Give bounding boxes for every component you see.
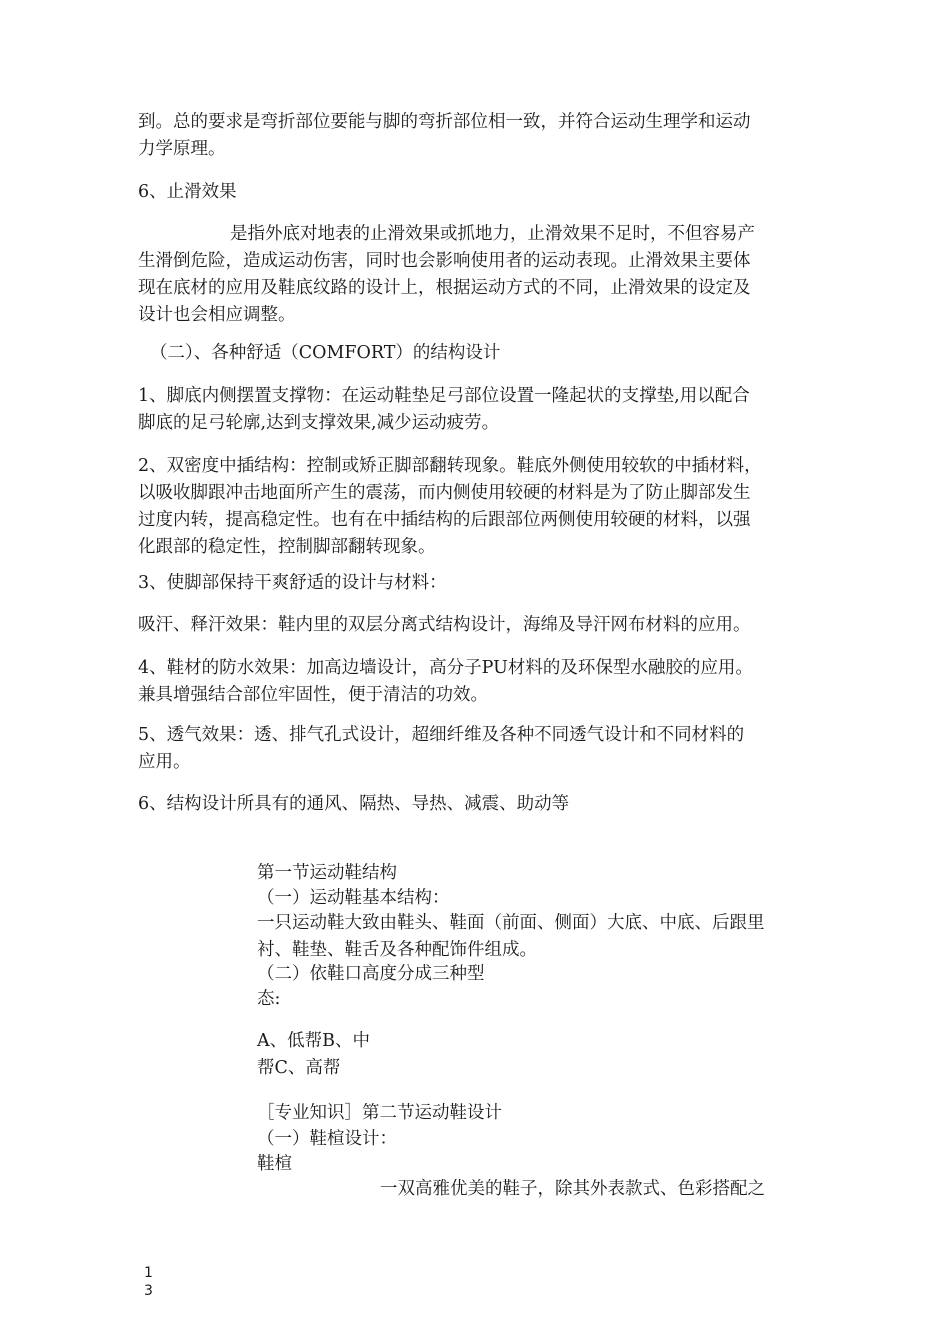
antislip-paragraph (138, 221, 818, 329)
intro-line-2: 力学原理。 (138, 139, 226, 159)
page-number-digit-1: 1 (144, 1265, 153, 1281)
antislip-line-1: 是指外底对地表的止滑效果或抓地力，止滑效果不足时，不但容易产 (230, 224, 755, 244)
section1-title: 第一节运动鞋结构 (257, 863, 397, 883)
section2-term: 鞋楦 (257, 1154, 292, 1174)
item-5-line-2: 应用。 (138, 752, 191, 772)
item-5-line-1: 5、透气效果：透、排气孔式设计，超细纤维及各种不同透气设计和不同材料的 (138, 725, 745, 745)
page-number-digit-2: 3 (144, 1283, 153, 1299)
heading-antislip: 6、止滑效果 (138, 182, 237, 202)
item-4-line-1: 4、鞋材的防水效果：加高边墙设计，高分子PU材料的及环保型水融胶的应用。 (138, 658, 753, 678)
section1-body (257, 910, 822, 964)
section2-body: 一双高雅优美的鞋子，除其外表款式、色彩搭配之 (380, 1179, 765, 1199)
item-4-line-2: 兼具增强结合部位牢固性，便于清洁的功效。 (138, 685, 488, 705)
item-2-line-1: 2、双密度中插结构：控制或矫正脚部翻转现象。鞋底外侧使用较软的中插材料， (138, 456, 762, 476)
intro-paragraph (138, 109, 818, 163)
antislip-line-2: 生滑倒危险，造成运动伤害，同时也会影响使用者的运动表现。止滑效果主要体 (138, 251, 751, 271)
section1-sub2: （二）依鞋口高度分成三种型 (257, 964, 485, 984)
antislip-line-3: 现在底材的应用及鞋底纹路的设计上，根据运动方式的不同，止滑效果的设定及 (138, 278, 751, 298)
item-4 (138, 655, 818, 709)
types-line-2: 帮C、高帮 (257, 1058, 341, 1078)
item-2-line-4: 化跟部的稳定性，控制脚部翻转现象。 (138, 537, 436, 557)
section2-title: ［专业知识］第二节运动鞋设计 (257, 1103, 502, 1123)
section1-body-line-2: 衬、鞋垫、鞋舌及各种配饰件组成。 (257, 940, 537, 960)
section1-sub2-cont: 态: (257, 989, 281, 1009)
heading-comfort: （二）、各种舒适（COMFORT）的结构设计 (150, 343, 501, 363)
section1-body-line-1: 一只运动鞋大致由鞋头、鞋面（前面、侧面）大底、中底、后跟里 (257, 913, 765, 933)
item-2-line-3: 过度内转，提高稳定性。也有在中插结构的后跟部位两侧使用较硬的材料，以强 (138, 510, 751, 530)
intro-line-1: 到。总的要求是弯折部位要能与脚的弯折部位相一致，并符合运动生理学和运动 (138, 112, 751, 132)
section1-sub1: （一）运动鞋基本结构： (257, 888, 450, 908)
section2-sub1: （一）鞋楦设计： (257, 1129, 397, 1149)
item-5 (138, 722, 818, 776)
item-6: 6、结构设计所具有的通风、隔热、导热、减震、助动等 (138, 794, 570, 814)
item-2 (138, 453, 818, 561)
types-line-1: A、低帮B、中 (257, 1031, 370, 1051)
antislip-line-4: 设计也会相应调整。 (138, 305, 296, 325)
item-1-line-2: 脚底的足弓轮廓,达到支撑效果,减少运动疲劳。 (138, 413, 500, 433)
item-1 (138, 383, 818, 437)
item-2-line-2: 以吸收脚跟冲击地面所产生的震荡，而内侧使用较硬的材料是为了防止脚部发生 (138, 483, 751, 503)
section1-types (257, 1028, 822, 1082)
item-3-detail: 吸汗、释汗效果：鞋内里的双层分离式结构设计，海绵及导汗网布材料的应用。 (138, 615, 751, 635)
item-1-line-1: 1、脚底内侧摆置支撑物：在运动鞋垫足弓部位设置一隆起状的支撑垫,用以配合 (138, 386, 750, 406)
item-3: 3、使脚部保持干爽舒适的设计与材料： (138, 573, 447, 593)
